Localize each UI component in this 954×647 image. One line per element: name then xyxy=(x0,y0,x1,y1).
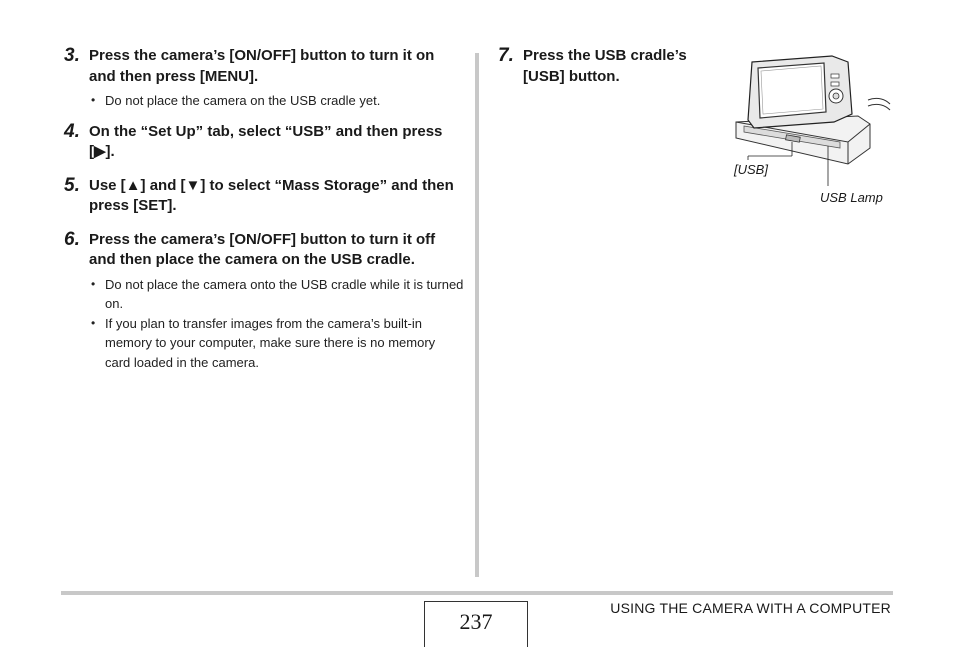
step-number: 6. xyxy=(64,228,80,250)
page-number: 237 xyxy=(424,601,528,647)
usb-lamp-label: USB Lamp xyxy=(820,190,883,205)
note-item: • Do not place the camera on the USB cradle yet. xyxy=(89,91,464,111)
step-number: 3. xyxy=(64,45,80,66)
step-number: 7. xyxy=(498,45,514,66)
camera-on-usb-cradle-illustration xyxy=(728,52,898,212)
step-5 xyxy=(64,176,464,217)
step-instruction: Press the USB cradle’s [USB] button. xyxy=(523,47,687,85)
step-notes xyxy=(89,91,464,111)
step-instruction: Press the camera’s [ON/OFF] button to turn it off and then place the camera on the USB cradle. xyxy=(89,230,436,268)
note-item: • If you plan to transfer images from the camera’s built-in memory to your computer, make sure there is no memory card loaded in the camera. xyxy=(89,314,464,373)
step-3 xyxy=(64,46,464,111)
footer-rule xyxy=(61,591,893,595)
usb-button-label: [USB] xyxy=(734,162,768,177)
step-notes xyxy=(89,275,464,373)
step-instruction: On the “Set Up” tab, select “USB” and then press [▶]. xyxy=(89,122,443,160)
step-number: 4. xyxy=(64,120,80,142)
left-column xyxy=(64,46,464,372)
step-6 xyxy=(64,230,464,373)
column-divider xyxy=(475,53,479,577)
step-4 xyxy=(64,122,464,163)
step-instruction: Use [▲] and [▼] to select “Mass Storage” and then press [SET]. xyxy=(89,176,454,214)
step-instruction: Press the camera’s [ON/OFF] button to turn it on and then press [MENU]. xyxy=(89,47,435,85)
step-7 xyxy=(498,46,728,87)
section-title: USING THE CAMERA WITH A COMPUTER xyxy=(610,600,891,616)
step-number: 5. xyxy=(64,174,80,196)
note-item: • Do not place the camera onto the USB cradle while it is turned on. xyxy=(89,275,464,314)
